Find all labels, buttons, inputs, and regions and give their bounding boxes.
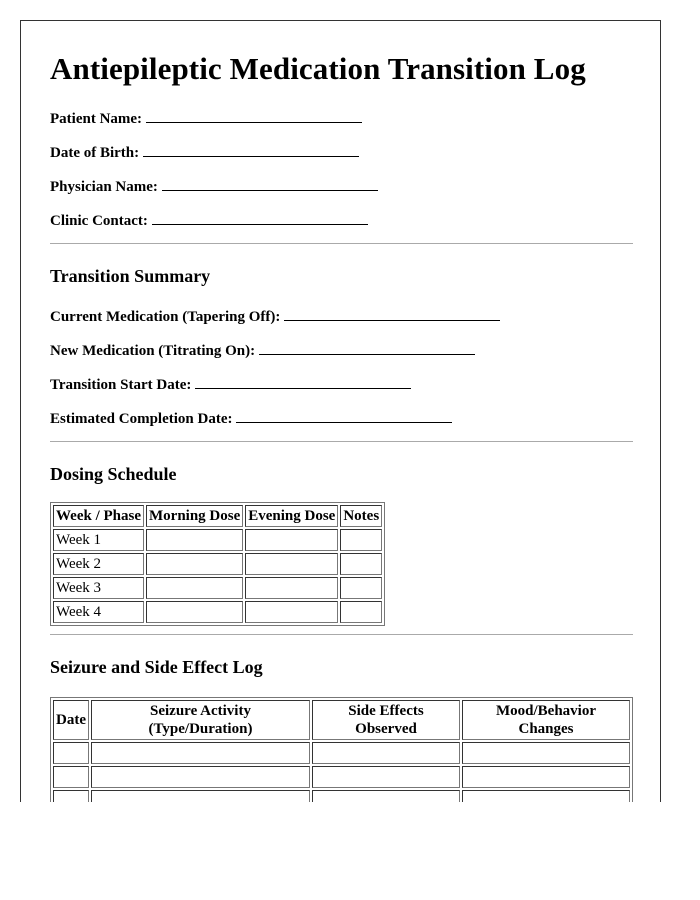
field-label: Date of Birth: — [50, 145, 140, 161]
physician-name-blank[interactable] — [162, 176, 378, 191]
physician-name-field — [50, 176, 378, 196]
header-line: Mood/Behavior — [496, 703, 596, 719]
mood-behavior-cell[interactable] — [462, 766, 630, 788]
field-label: Estimated Completion Date: — [50, 411, 233, 427]
transition-start-date-field — [50, 374, 411, 394]
field-label: Physician Name: — [50, 179, 158, 195]
section-divider — [50, 634, 633, 635]
table-row — [53, 742, 630, 764]
current-medication-field — [50, 306, 500, 326]
clinic-contact-field — [50, 210, 368, 230]
field-label: New Medication (Titrating On): — [50, 343, 256, 359]
side-effects-cell[interactable] — [312, 790, 460, 802]
column-header: Evening Dose — [245, 505, 338, 527]
dosing-schedule-heading: Dosing Schedule — [50, 464, 177, 484]
header-line: (Type/Duration) — [148, 721, 253, 737]
mood-behavior-cell[interactable] — [462, 790, 630, 802]
transition-summary-heading: Transition Summary — [50, 266, 211, 286]
estimated-completion-date-blank[interactable] — [236, 408, 452, 423]
table-row — [53, 529, 382, 551]
week-cell: Week 4 — [53, 601, 144, 623]
field-label: Transition Start Date: — [50, 377, 192, 393]
notes-cell[interactable] — [340, 553, 382, 575]
seizure-log-heading: Seizure and Side Effect Log — [50, 657, 263, 677]
column-header: Morning Dose — [146, 505, 243, 527]
table-header-row — [53, 505, 382, 527]
seizure-log-table — [50, 697, 633, 802]
field-label: Clinic Contact: — [50, 213, 148, 229]
morning-dose-cell[interactable] — [146, 577, 243, 599]
notes-cell[interactable] — [340, 577, 382, 599]
transition-start-date-blank[interactable] — [195, 374, 411, 389]
current-medication-blank[interactable] — [284, 306, 500, 321]
header-line: Date — [56, 712, 86, 728]
morning-dose-cell[interactable] — [146, 529, 243, 551]
evening-dose-cell[interactable] — [245, 601, 338, 623]
date-cell[interactable] — [53, 790, 89, 802]
date-of-birth-blank[interactable] — [143, 142, 359, 157]
table-row — [53, 790, 630, 802]
notes-cell[interactable] — [340, 601, 382, 623]
evening-dose-cell[interactable] — [245, 529, 338, 551]
seizure-activity-cell[interactable] — [91, 766, 310, 788]
column-header-mood-behavior — [462, 700, 630, 740]
column-header: Week / Phase — [53, 505, 144, 527]
seizure-activity-cell[interactable] — [91, 790, 310, 802]
week-cell: Week 2 — [53, 553, 144, 575]
section-divider — [50, 441, 633, 442]
dosing-schedule-table — [50, 502, 385, 626]
estimated-completion-date-field — [50, 408, 452, 428]
side-effects-cell[interactable] — [312, 742, 460, 764]
column-header-seizure-activity — [91, 700, 310, 740]
week-cell: Week 1 — [53, 529, 144, 551]
page-title: Antiepileptic Medication Transition Log — [50, 51, 586, 86]
evening-dose-cell[interactable] — [245, 553, 338, 575]
notes-cell[interactable] — [340, 529, 382, 551]
morning-dose-cell[interactable] — [146, 553, 243, 575]
patient-name-blank[interactable] — [146, 108, 362, 123]
field-label: Current Medication (Tapering Off): — [50, 309, 281, 325]
document-page — [20, 20, 661, 802]
new-medication-field — [50, 340, 475, 360]
column-header-side-effects — [312, 700, 460, 740]
column-header-date — [53, 700, 89, 740]
mood-behavior-cell[interactable] — [462, 742, 630, 764]
field-label: Patient Name: — [50, 111, 143, 127]
table-row — [53, 766, 630, 788]
header-line: Changes — [518, 721, 574, 737]
header-line: Seizure Activity — [150, 703, 251, 719]
date-of-birth-field — [50, 142, 359, 162]
header-line: Observed — [355, 721, 417, 737]
week-cell: Week 3 — [53, 577, 144, 599]
table-header-row — [53, 700, 630, 740]
header-line: Side Effects — [348, 703, 424, 719]
clinic-contact-blank[interactable] — [152, 210, 368, 225]
new-medication-blank[interactable] — [259, 340, 475, 355]
table-row — [53, 601, 382, 623]
column-header: Notes — [340, 505, 382, 527]
morning-dose-cell[interactable] — [146, 601, 243, 623]
seizure-activity-cell[interactable] — [91, 742, 310, 764]
date-cell[interactable] — [53, 742, 89, 764]
patient-name-field — [50, 108, 362, 128]
evening-dose-cell[interactable] — [245, 577, 338, 599]
table-row — [53, 577, 382, 599]
table-row — [53, 553, 382, 575]
side-effects-cell[interactable] — [312, 766, 460, 788]
section-divider — [50, 243, 633, 244]
date-cell[interactable] — [53, 766, 89, 788]
